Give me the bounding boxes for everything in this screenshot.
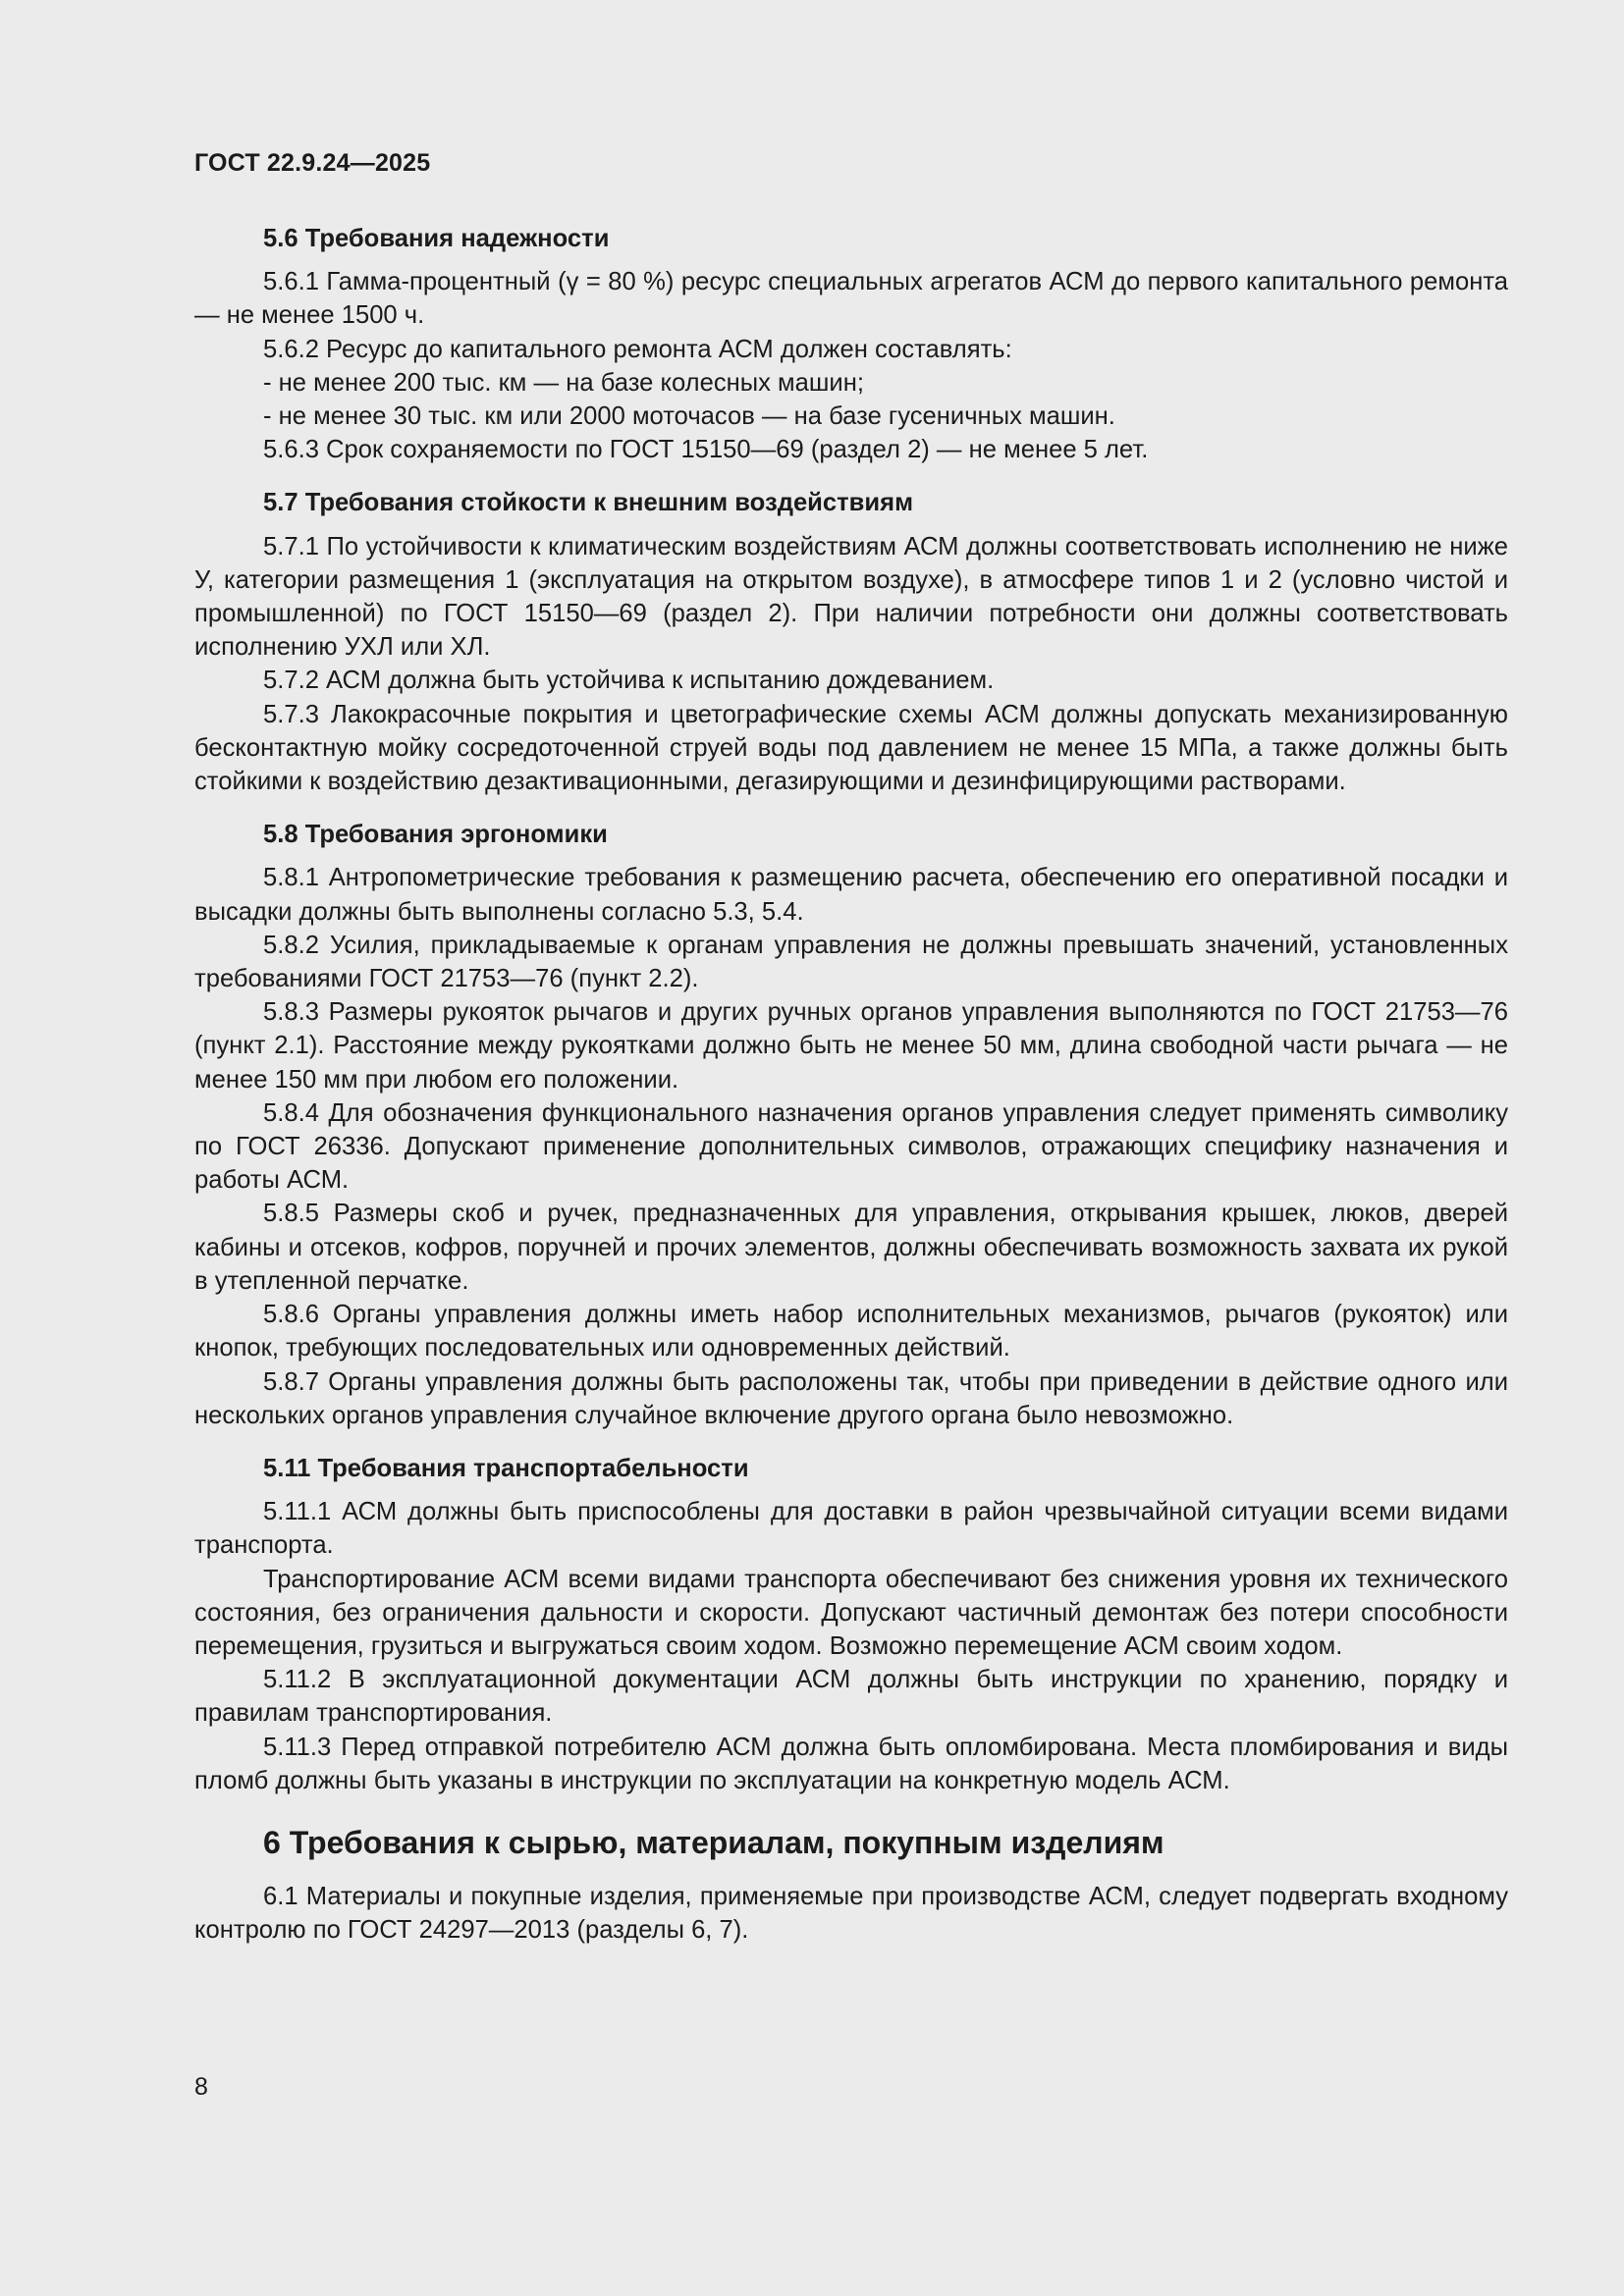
clause-5-7-3: 5.7.3 Лакокрасочные покрытия и цветографические схемы АСМ должны допускать механизированную бесконтактную мойку сосредоточенной струей воды под давлением не менее 15 МПа, а также должны быть стойкими к воздействию дезактивационными, дегазирующими и дезинфицирующими растворами. <box>194 700 1508 796</box>
clause-5-6-3: 5.6.3 Срок сохраняемости по ГОСТ 15150—69 (раздел 2) — не менее 5 лет. <box>263 436 1149 464</box>
clause-5-11-3: 5.11.3 Перед отправкой потребителю АСМ должна быть опломбирована. Места пломбирования и виды пломб должны быть указаны в инструкции по эксплуатации на конкретную модель АСМ. <box>194 1733 1508 1794</box>
section-heading: 5.6 Требования надежности <box>263 225 610 252</box>
clause-5-8-4: 5.8.4 Для обозначения функционального назначения органов управления следует применять символику по ГОСТ 26336. Допускают применение дополнительных символов, отражающих специфику назначения и работы АСМ. <box>194 1098 1508 1195</box>
chapter-6 <box>194 1823 1508 1947</box>
clause-5-11-1-continued: Транспортирование АСМ всеми видами транспорта обеспечивают без снижения уровня их технического состояния, без ограничения дальности и скорости. Допускают частичный демонтаж без потери способности перемещения, грузиться и выгружаться своим ходом. Возможно перемещение АСМ своим ходом. <box>194 1565 1508 1660</box>
section-5-6 <box>194 222 1508 466</box>
clause-5-6-2: 5.6.2 Ресурс до капитального ремонта АСМ должен составлять: <box>263 335 1012 363</box>
clause-5-8-7: 5.8.7 Органы управления должны быть расположены так, чтобы при приведении в действие одного или нескольких органов управления случайное включение другого органа было невозможно. <box>194 1367 1508 1429</box>
clause-5-8-5: 5.8.5 Размеры скоб и ручек, предназначенных для управления, открывания крышек, люков, дверей кабины и отсеков, кофров, поручней и прочих элементов, должны обеспечивать возможность захвата их рукой в утепленной перчатке. <box>194 1200 1508 1295</box>
section-heading: 5.8 Требования эргономики <box>263 821 608 849</box>
document-body <box>194 222 1508 1947</box>
section-5-8 <box>194 818 1508 1432</box>
document-code-header: ГОСТ 22.9.24—2025 <box>194 149 431 177</box>
section-heading: 5.7 Требования стойкости к внешним воздействиям <box>263 489 914 517</box>
clause-5-8-3: 5.8.3 Размеры рукояток рычагов и других ручных органов управления выполняются по ГОСТ 21753—76 (пункт 2.1). Расстояние между рукоятками должно быть не менее 50 мм, длина свободной части рычага — не менее 150 мм при любом его положении. <box>194 998 1508 1094</box>
list-item: - не менее 30 тыс. км или 2000 моточасов — на базе гусеничных машин. <box>263 402 1115 431</box>
chapter-heading: 6 Требования к сырью, материалам, покупным изделиям <box>263 1824 1164 1860</box>
clause-5-8-6: 5.8.6 Органы управления должны иметь набор исполнительных механизмов, рычагов (рукояток) или кнопок, требующих последовательных или одновременных действий. <box>194 1301 1508 1362</box>
clause-5-11-2: 5.11.2 В эксплуатационной документации АСМ должны быть инструкции по хранению, порядку и правилам транспортирования. <box>194 1666 1508 1728</box>
list-item: - не менее 200 тыс. км — на базе колесных машин; <box>263 368 864 397</box>
clause-5-8-1: 5.8.1 Антропометрические требования к размещению расчета, обеспечению его оперативной посадки и высадки должны быть выполнены согласно 5.3, 5.4. <box>194 864 1508 926</box>
page-number: 8 <box>194 2073 208 2101</box>
section-5-11 <box>194 1452 1508 1797</box>
clause-5-8-2: 5.8.2 Усилия, прикладываемые к органам управления не должны превышать значений, установленных требованиями ГОСТ 21753—76 (пункт 2.2). <box>194 931 1508 993</box>
clause-5-6-1: 5.6.1 Гамма-процентный (γ = 80 %) ресурс специальных агрегатов АСМ до первого капитального ремонта — не менее 1500 ч. <box>194 268 1508 330</box>
clause-5-7-2: 5.7.2 АСМ должна быть устойчива к испытанию дождеванием. <box>263 667 995 695</box>
clause-5-11-1: 5.11.1 АСМ должны быть приспособлены для доставки в район чрезвычайной ситуации всеми видами транспорта. <box>194 1498 1508 1560</box>
clause-5-7-1: 5.7.1 По устойчивости к климатическим воздействиям АСМ должны соответствовать исполнению не ниже У, категории размещения 1 (эксплуатация на открытом воздухе), в атмосфере типов 1 и 2 (условно чистой и промышленной) по ГОСТ 15150—69 (раздел 2). При наличии потребности они должны соответствовать исполнению УХЛ или ХЛ. <box>194 532 1508 662</box>
section-5-7 <box>194 486 1508 798</box>
clause-6-1: 6.1 Материалы и покупные изделия, применяемые при производстве АСМ, следует подвергать входному контролю по ГОСТ 24297—2013 (разделы 6, 7). <box>194 1882 1508 1945</box>
section-heading: 5.11 Требования транспортабельности <box>263 1454 749 1482</box>
